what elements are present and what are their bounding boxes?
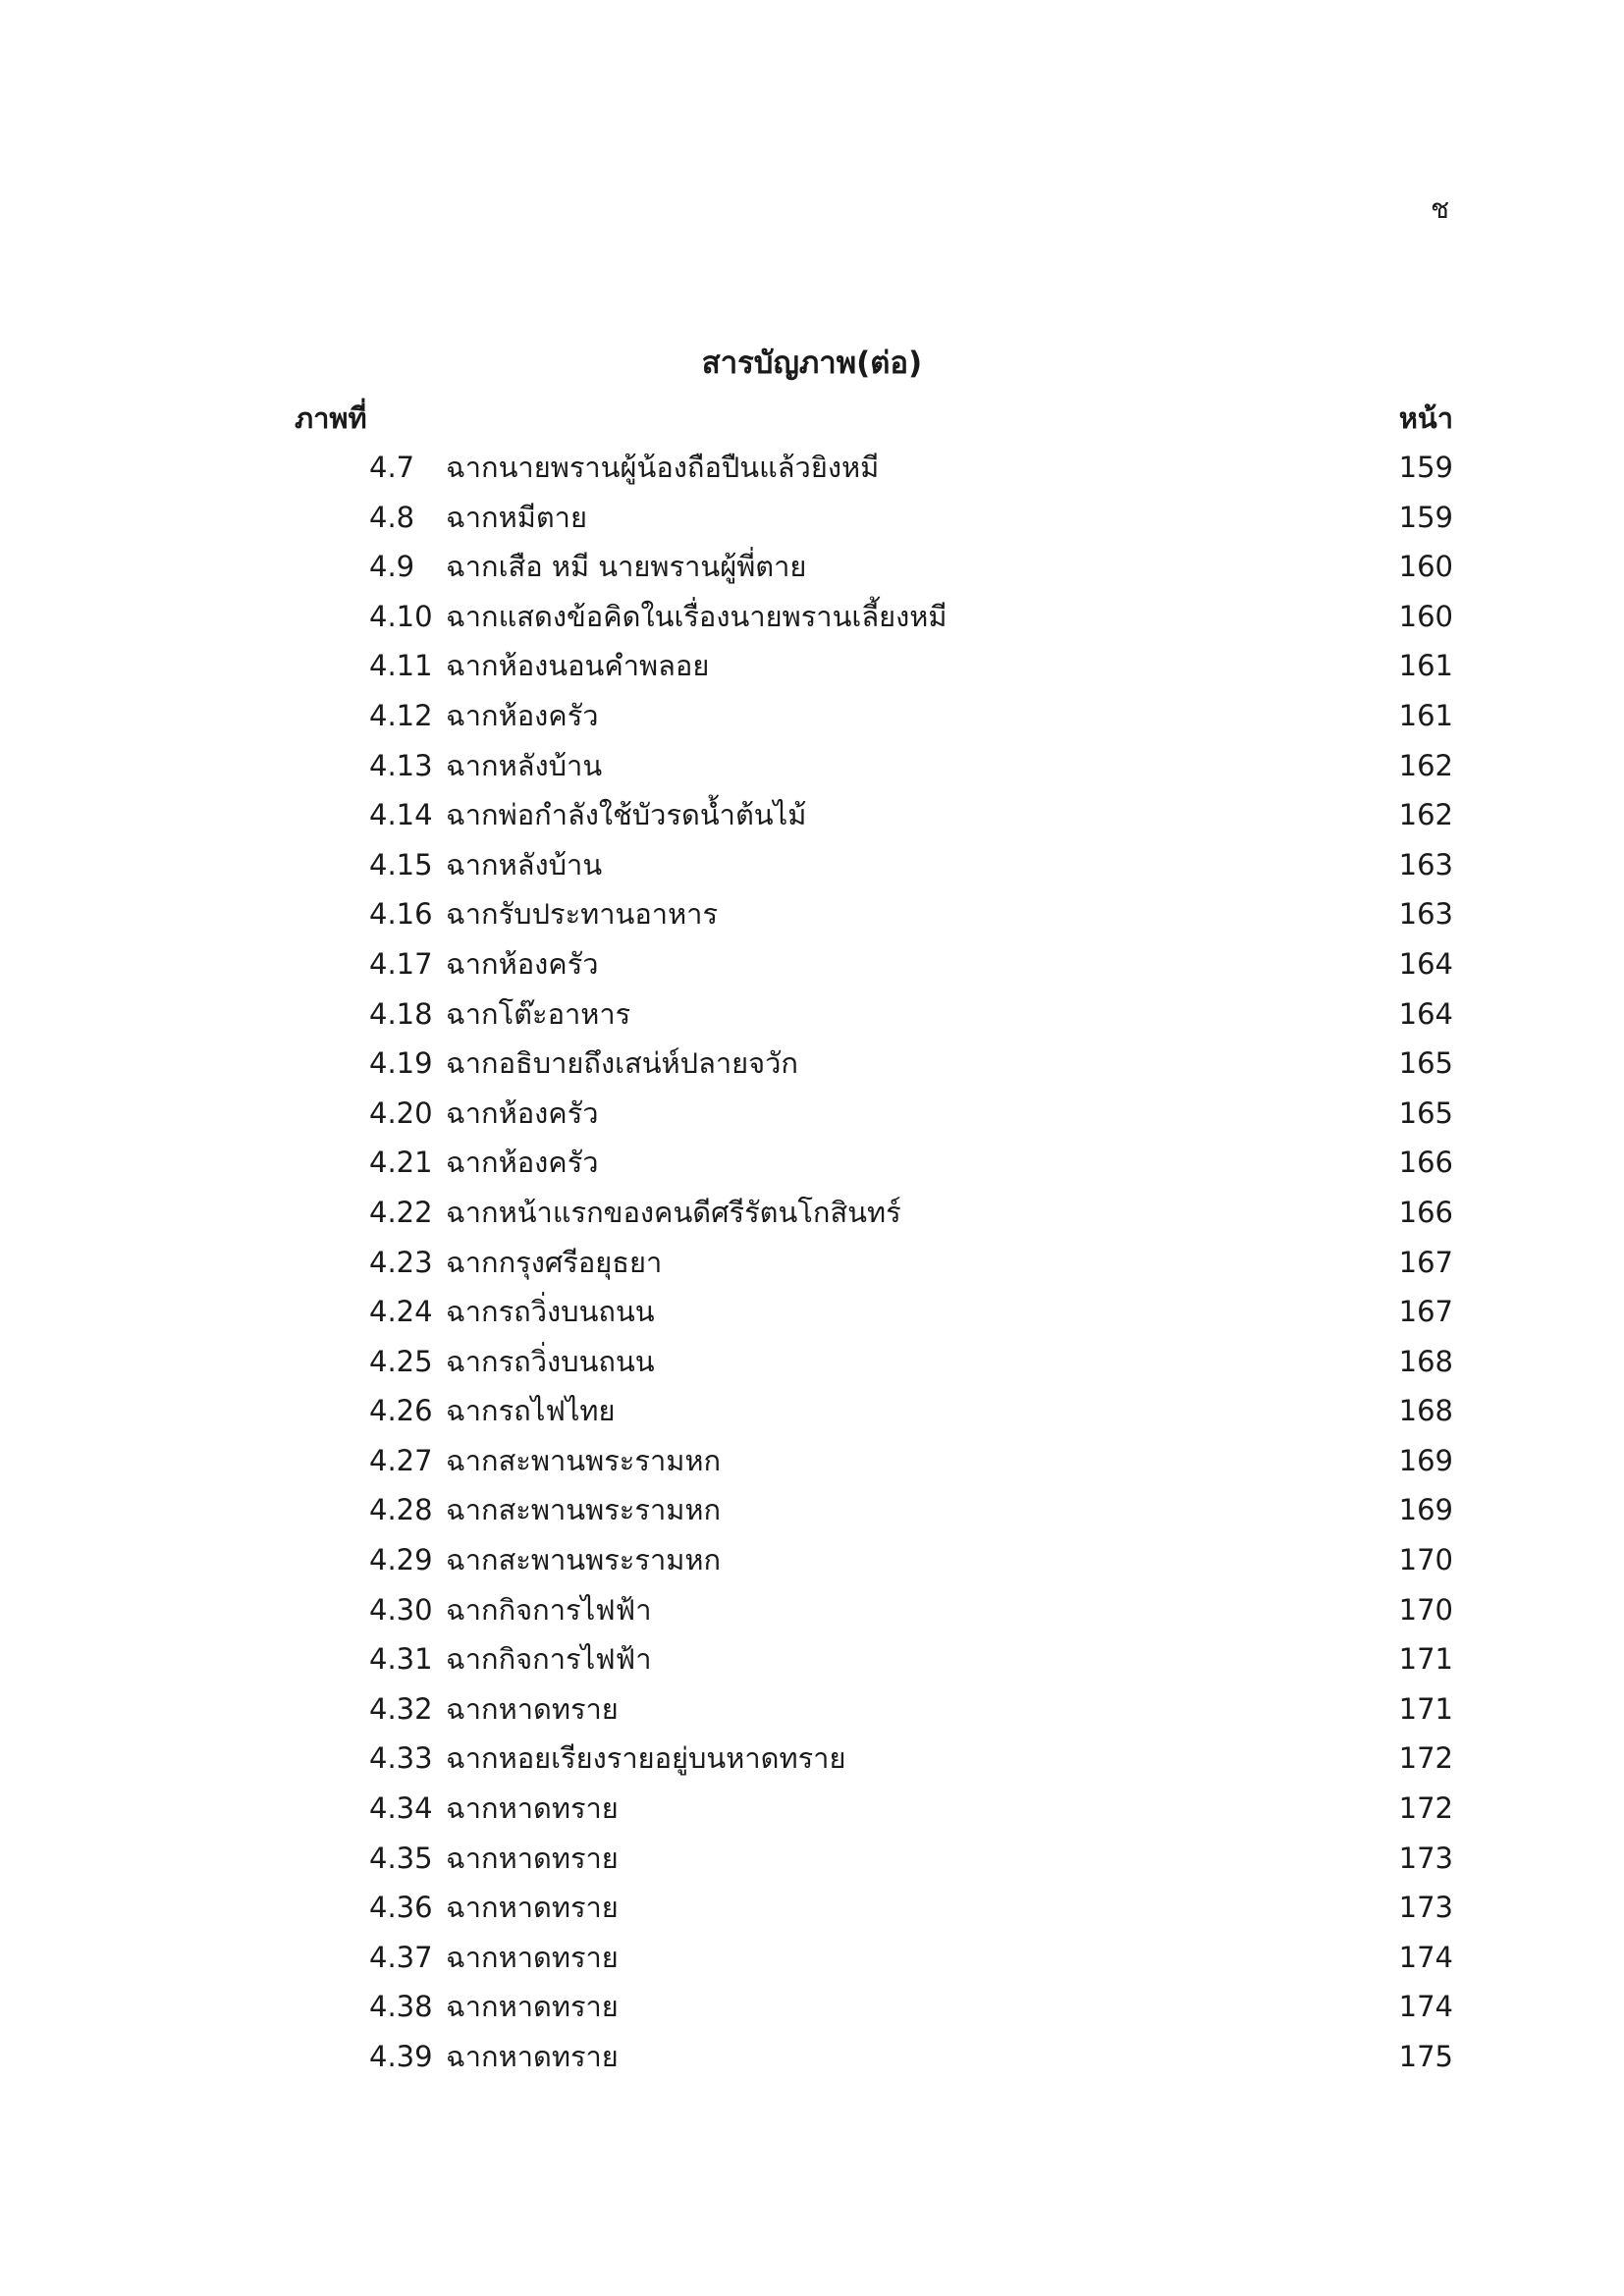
figure-number: 4.23 [369,1245,433,1279]
list-item[interactable] [0,889,1624,939]
figure-number: 4.21 [369,1146,433,1180]
figure-caption: ฉากหาดทราย [446,1841,619,1875]
figure-caption: ฉากรถวิ่งบนถนน [446,1295,655,1329]
figure-number: 4.7 [369,451,415,484]
figure-page-number: 172 [1398,1741,1453,1776]
list-item[interactable] [0,1834,1624,1884]
list-item[interactable] [0,1535,1624,1585]
list-item[interactable] [0,1238,1624,1288]
figure-page-number: 160 [1398,599,1453,633]
figure-caption: ฉากหาดทราย [446,1791,619,1826]
list-item[interactable] [0,1337,1624,1387]
list-item[interactable] [0,493,1624,543]
figure-number: 4.29 [369,1543,433,1577]
figure-number: 4.22 [369,1195,433,1229]
list-item[interactable] [0,741,1624,791]
list-item[interactable] [0,939,1624,989]
figure-page-number: 161 [1398,649,1453,683]
figure-number: 4.37 [369,1940,433,1974]
figure-caption: ฉากหมีตาย [446,500,587,534]
figure-page-number: 172 [1398,1791,1453,1826]
figure-caption: ฉากหาดทราย [446,1990,619,2024]
list-item[interactable] [0,1089,1624,1139]
figure-page-number: 171 [1398,1691,1453,1726]
figure-page-number: 167 [1398,1245,1453,1279]
list-item[interactable] [0,1188,1624,1238]
figure-page-number: 170 [1398,1592,1453,1627]
figure-page-number: 168 [1398,1394,1453,1428]
page-number: ช [1430,192,1449,225]
figure-caption: ฉากห้องครัว [446,698,599,732]
list-item[interactable] [0,1883,1624,1933]
figure-number: 4.27 [369,1443,433,1477]
figure-caption: ฉากเสือ หมี นายพรานผู้พี่ตาย [446,550,807,584]
figure-page-number: 174 [1398,1940,1453,1974]
figure-column-header: ภาพที่ [295,401,367,435]
list-item[interactable] [0,1982,1624,2032]
figure-page-number: 167 [1398,1295,1453,1329]
figure-number: 4.36 [369,1891,433,1925]
figure-page-number: 168 [1398,1344,1453,1378]
figure-page-number: 174 [1398,1990,1453,2024]
figure-caption: ฉากสะพานพระรามหก [446,1543,722,1577]
figure-page-number: 164 [1398,946,1453,981]
figure-caption: ฉากหาดทราย [446,1891,619,1925]
figure-caption: ฉากรถไฟไทย [446,1394,616,1428]
list-item[interactable] [0,1933,1624,1983]
figure-caption: ฉากรถวิ่งบนถนน [446,1344,655,1378]
figure-caption: ฉากหาดทราย [446,1691,619,1726]
list-item[interactable] [0,790,1624,840]
figure-page-number: 162 [1398,748,1453,782]
figure-number: 4.31 [369,1642,433,1677]
figure-number: 4.15 [369,847,433,881]
figure-page-number: 165 [1398,1095,1453,1130]
figure-number: 4.9 [369,550,415,584]
list-item[interactable] [0,542,1624,592]
list-item[interactable] [0,1634,1624,1684]
figure-caption: ฉากกิจการไฟฟ้า [446,1592,652,1627]
figure-page-number: 164 [1398,996,1453,1031]
figure-caption: ฉากพ่อกำลังใช้บัวรดน้ำต้นไม้ [446,798,807,832]
page-title: สารบัญภาพ(ต่อ) [701,346,923,381]
figure-page-number: 173 [1398,1841,1453,1875]
figure-number: 4.13 [369,748,433,782]
figure-caption: ฉากกรุงศรีอยุธยา [446,1245,663,1279]
figure-number: 4.11 [369,649,433,683]
list-item[interactable] [0,1485,1624,1535]
figure-page-number: 170 [1398,1543,1453,1577]
figure-number: 4.12 [369,698,433,732]
figure-caption: ฉากแสดงข้อคิดในเรื่องนายพรานเลี้ยงหมี [446,599,947,633]
figure-page-number: 161 [1398,698,1453,732]
page-column-header: หน้า [1398,401,1453,435]
figure-caption: ฉากห้องครัว [446,1146,599,1180]
figure-caption: ฉากหอยเรียงรายอยู่บนหาดทราย [446,1741,846,1776]
figure-caption: ฉากหลังบ้าน [446,847,603,881]
figure-list [0,443,1624,2082]
list-item[interactable] [0,989,1624,1040]
figure-number: 4.10 [369,599,433,633]
figure-page-number: 165 [1398,1046,1453,1081]
figure-page-number: 160 [1398,550,1453,584]
figure-page-number: 173 [1398,1891,1453,1925]
figure-caption: ฉากห้องครัว [446,946,599,981]
figure-caption: ฉากรับประทานอาหาร [446,897,719,932]
figure-caption: ฉากหาดทราย [446,2040,619,2073]
figure-page-number: 166 [1398,1146,1453,1180]
list-item[interactable] [0,1684,1624,1735]
figure-page-number: 159 [1398,500,1453,534]
figure-caption: ฉากห้องนอนคำพลอย [446,649,710,683]
figure-caption: ฉากหาดทราย [446,1940,619,1974]
list-item[interactable] [0,1287,1624,1337]
list-item[interactable] [0,592,1624,642]
figure-number: 4.39 [369,2040,433,2073]
figure-caption: ฉากหลังบ้าน [446,748,603,782]
figure-page-number: 171 [1398,1642,1453,1677]
figure-number: 4.16 [369,897,433,932]
figure-number: 4.14 [369,798,433,832]
figure-caption: ฉากโต๊ะอาหาร [446,996,631,1031]
list-item[interactable] [0,1436,1624,1486]
list-item[interactable] [0,1386,1624,1436]
figure-caption: ฉากอธิบายถึงเสน่ห์ปลายจวัก [446,1046,798,1081]
figure-number: 4.19 [369,1046,433,1081]
list-item[interactable] [0,1585,1624,1635]
list-item[interactable] [0,443,1624,493]
figure-number: 4.8 [369,500,415,534]
figure-caption: ฉากสะพานพระรามหก [446,1443,722,1477]
figure-page-number: 169 [1398,1493,1453,1527]
figure-caption: ฉากนายพรานผู้น้องถือปืนแล้วยิงหมี [446,451,880,484]
figure-caption: ฉากกิจการไฟฟ้า [446,1642,652,1677]
figure-page-number: 162 [1398,798,1453,832]
figure-number: 4.35 [369,1841,433,1875]
figure-page-number: 163 [1398,897,1453,932]
figure-number: 4.25 [369,1344,433,1378]
figure-number: 4.33 [369,1741,433,1776]
figure-number: 4.26 [369,1394,433,1428]
figure-page-number: 163 [1398,847,1453,881]
list-item[interactable] [0,691,1624,741]
list-item[interactable] [0,1138,1624,1188]
list-item[interactable] [0,1784,1624,1834]
list-item[interactable] [0,1039,1624,1089]
figure-number: 4.34 [369,1791,433,1826]
list-item[interactable] [0,840,1624,890]
list-item[interactable] [0,1734,1624,1784]
figure-number: 4.38 [369,1990,433,2024]
figure-page-number: 166 [1398,1195,1453,1229]
figure-page-number: 159 [1398,451,1453,484]
figure-caption: ฉากสะพานพระรามหก [446,1493,722,1527]
list-item[interactable] [0,2032,1624,2082]
figure-page-number: 175 [1398,2040,1453,2073]
figure-number: 4.32 [369,1691,433,1726]
figure-caption: ฉากหน้าแรกของคนดีศรีรัตนโกสินทร์ [446,1195,901,1229]
figure-caption: ฉากห้องครัว [446,1095,599,1130]
figure-number: 4.18 [369,996,433,1031]
figure-number: 4.20 [369,1095,433,1130]
figure-number: 4.24 [369,1295,433,1329]
figure-number: 4.17 [369,946,433,981]
figure-number: 4.30 [369,1592,433,1627]
figure-number: 4.28 [369,1493,433,1527]
figure-page-number: 169 [1398,1443,1453,1477]
list-item[interactable] [0,641,1624,691]
